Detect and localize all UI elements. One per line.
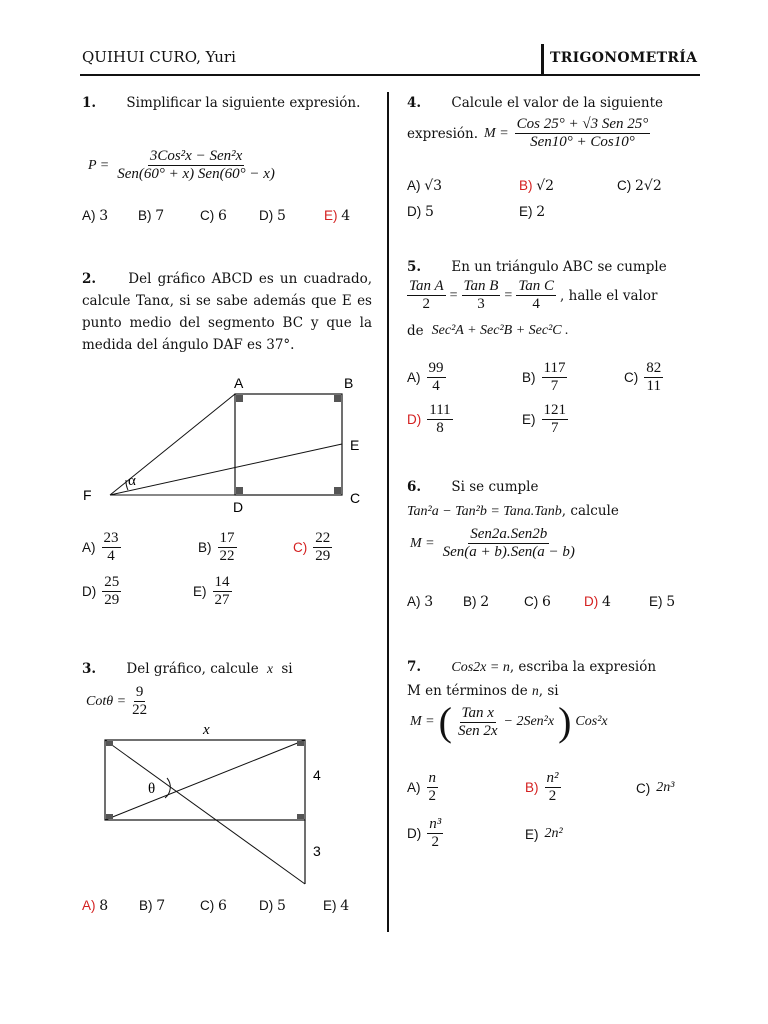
q2-line-fe bbox=[110, 444, 342, 495]
q2-statement bbox=[82, 268, 372, 356]
q3-theta-arc bbox=[165, 778, 170, 798]
q2-label-d: D bbox=[233, 499, 244, 515]
q3-option-c[interactable]: C) 6 bbox=[200, 898, 227, 914]
q6-option-c[interactable]: C) 6 bbox=[524, 594, 551, 610]
q2-label-e: E bbox=[350, 437, 360, 453]
q3-label-4: 4 bbox=[313, 767, 321, 783]
q3-figure bbox=[95, 718, 335, 888]
q1-option-d[interactable]: D) 5 bbox=[259, 208, 286, 224]
q3-formula bbox=[86, 684, 149, 719]
q4-option-c[interactable]: C) 2√2 bbox=[617, 178, 662, 194]
q2-figure bbox=[80, 372, 380, 517]
q4-fraction: $\frac{\text{Cos 25° + √3 Sen 25°}}{\text{Sen10° + Cos10°}}$ bbox=[516, 116, 649, 150]
header-rule bbox=[80, 74, 700, 76]
q7-option-b[interactable]: B) $\frac{\text{n²}}{2}$ bbox=[525, 770, 559, 804]
q3-option-a[interactable]: A) 8 bbox=[82, 898, 109, 914]
q3-corner-tl bbox=[106, 741, 113, 746]
q3-var: x bbox=[267, 661, 274, 676]
q1-option-e[interactable]: E) 4 bbox=[324, 208, 351, 224]
q1-number: 1. bbox=[82, 95, 97, 111]
q2-square bbox=[235, 394, 342, 495]
q1-statement bbox=[82, 92, 372, 114]
q5-expr: Sec²A + Sec²B + Sec²C . bbox=[431, 323, 569, 338]
q6-option-a[interactable]: A) 3 bbox=[407, 594, 434, 610]
q3-corner-br bbox=[297, 814, 304, 819]
q3-label-x: x bbox=[203, 722, 210, 738]
q4-option-a[interactable]: A) √3 bbox=[407, 178, 443, 194]
q4-option-b[interactable]: B) √2 bbox=[519, 178, 555, 194]
q2-option-a[interactable]: A) $\frac{23}{4}$ bbox=[82, 530, 119, 564]
q3-option-e[interactable]: E) 4 bbox=[323, 898, 350, 914]
q3-number: 3. bbox=[82, 661, 97, 677]
q5-option-b[interactable]: B) $\frac{117}{7}$ bbox=[522, 360, 566, 394]
q2-option-e[interactable]: E) $\frac{14}{27}$ bbox=[193, 574, 230, 608]
q6-option-d[interactable]: D) 4 bbox=[584, 594, 611, 610]
q7-statement-2: M en términos de n, si bbox=[407, 683, 559, 699]
q2-right-angle-c bbox=[334, 487, 341, 494]
q2-label-alpha: α bbox=[128, 473, 136, 489]
q3-fraction: $\frac{9}{22}$ bbox=[132, 684, 148, 718]
author-name: QUIHUI CURO, Yuri bbox=[82, 48, 236, 66]
q1-option-a[interactable]: A) 3 bbox=[82, 208, 109, 224]
q4-option-d[interactable]: D) 5 bbox=[407, 204, 434, 220]
q2-number: 2. bbox=[82, 271, 97, 287]
q1-numerator: 3Cos²x − Sen²x bbox=[149, 148, 243, 164]
q1-formula-lhs: P = bbox=[88, 157, 110, 173]
column-divider bbox=[387, 92, 389, 932]
q7-option-c[interactable]: C) 2n³ bbox=[636, 780, 675, 796]
q3-formula-lhs: Cotθ = bbox=[86, 693, 127, 709]
q5-expression: de Sec²A + Sec²B + Sec²C . bbox=[407, 320, 569, 342]
q3-diagonal-short bbox=[105, 740, 305, 820]
q5-statement bbox=[407, 256, 697, 278]
q4-statement bbox=[407, 92, 697, 114]
q6-option-e[interactable]: E) 5 bbox=[649, 594, 676, 610]
q2-option-d[interactable]: D) $\frac{25}{29}$ bbox=[82, 574, 120, 608]
q2-label-f: F bbox=[83, 487, 92, 503]
q3-corner-bl bbox=[106, 814, 113, 819]
q5-number: 5. bbox=[407, 259, 422, 275]
q2-option-b[interactable]: B) $\frac{17}{22}$ bbox=[198, 530, 235, 564]
q5-condition: $\frac{\text{Tan A}}{2}$ = $\frac{\text{Tan B}}{3}$ = $\frac{\text{Tan C}}{4}$ , halle el valor bbox=[409, 278, 658, 312]
q4-option-e[interactable]: E) 2 bbox=[519, 204, 546, 220]
q3-label-theta: θ bbox=[148, 781, 156, 797]
q6-condition: Tan²a − Tan²b = Tana.Tanb, calcule bbox=[407, 503, 619, 519]
subject-title: TRIGONOMETRÍA bbox=[550, 50, 698, 66]
q7-number: 7. bbox=[407, 659, 422, 675]
q5-option-a[interactable]: A) $\frac{99}{4}$ bbox=[407, 360, 444, 394]
q3-text: Del gráfico, calcule bbox=[126, 661, 259, 677]
q2-right-angle-b bbox=[334, 395, 341, 402]
q3-option-b[interactable]: B) 7 bbox=[139, 898, 166, 914]
q3-statement: 3. Del gráfico, calcule x si bbox=[82, 661, 293, 677]
q4-number: 4. bbox=[407, 95, 422, 111]
q6-formula: M = $\frac{\text{Sen2a.Sen2b}}{\text{Sen(a + b).Sen(a − b)}}$ bbox=[410, 526, 575, 560]
q1-denominator: Sen(60° + x) Sen(60° − x) bbox=[117, 166, 275, 182]
q7-option-d[interactable]: D) $\frac{\text{n³}}{2}$ bbox=[407, 816, 442, 850]
q4-text2: expresión. bbox=[407, 125, 479, 142]
q1-fraction bbox=[115, 148, 277, 183]
q4-options bbox=[407, 178, 707, 222]
q5-option-e[interactable]: E) $\frac{121}{7}$ bbox=[522, 402, 566, 436]
q5-text: En un triángulo ABC se cumple bbox=[451, 259, 667, 275]
q3-diagonal-long bbox=[105, 740, 305, 884]
q2-label-b: B bbox=[344, 375, 354, 391]
q6-option-b[interactable]: B) 2 bbox=[463, 594, 490, 610]
q6-statement bbox=[407, 476, 697, 498]
q4-formula-lhs: M = bbox=[484, 125, 509, 141]
q3-corner-tr bbox=[297, 741, 304, 746]
q7-statement: 7. Cos2x = n, escriba la expresión bbox=[407, 659, 657, 675]
q3-label-3: 3 bbox=[313, 843, 321, 859]
q1-option-b[interactable]: B) 7 bbox=[138, 208, 165, 224]
q7-option-a[interactable]: A) $\frac{n}{2}$ bbox=[407, 770, 436, 804]
q6-number: 6. bbox=[407, 479, 422, 495]
q4-text: Calcule el valor de la siguiente bbox=[451, 95, 663, 111]
q5-option-c[interactable]: C) $\frac{82}{11}$ bbox=[624, 360, 662, 394]
q7-option-e[interactable]: E) 2n² bbox=[525, 826, 563, 842]
q2-text: Del gráfico ABCD es un cuadrado, calcule Tanα, si se sabe además que E es punto medio del segmento BC y que la medida del ángulo DAF es 37°. bbox=[82, 271, 373, 353]
q2-right-angle-a bbox=[236, 395, 243, 402]
q4-formula-line bbox=[407, 116, 650, 151]
q5-option-d[interactable]: D) $\frac{111}{8}$ bbox=[407, 402, 451, 436]
q1-option-c[interactable]: C) 6 bbox=[200, 208, 227, 224]
q3-option-d[interactable]: D) 5 bbox=[259, 898, 286, 914]
q2-label-c: C bbox=[350, 490, 361, 506]
q6-text: Si se cumple bbox=[451, 479, 539, 495]
q1-formula bbox=[88, 148, 277, 183]
q7-cond: Cos2x = n bbox=[451, 660, 510, 675]
q1-text: Simplificar la siguiente expresión. bbox=[126, 95, 361, 111]
q2-right-angle-d bbox=[236, 487, 243, 494]
q2-label-a: A bbox=[234, 375, 244, 391]
q2-option-c[interactable]: C) $\frac{22}{29}$ bbox=[293, 530, 331, 564]
q7-formula: M = ( $\frac{\text{Tan x}}{\text{Sen 2x}}$ − 2Sen²x ) Cos²x bbox=[410, 699, 608, 744]
